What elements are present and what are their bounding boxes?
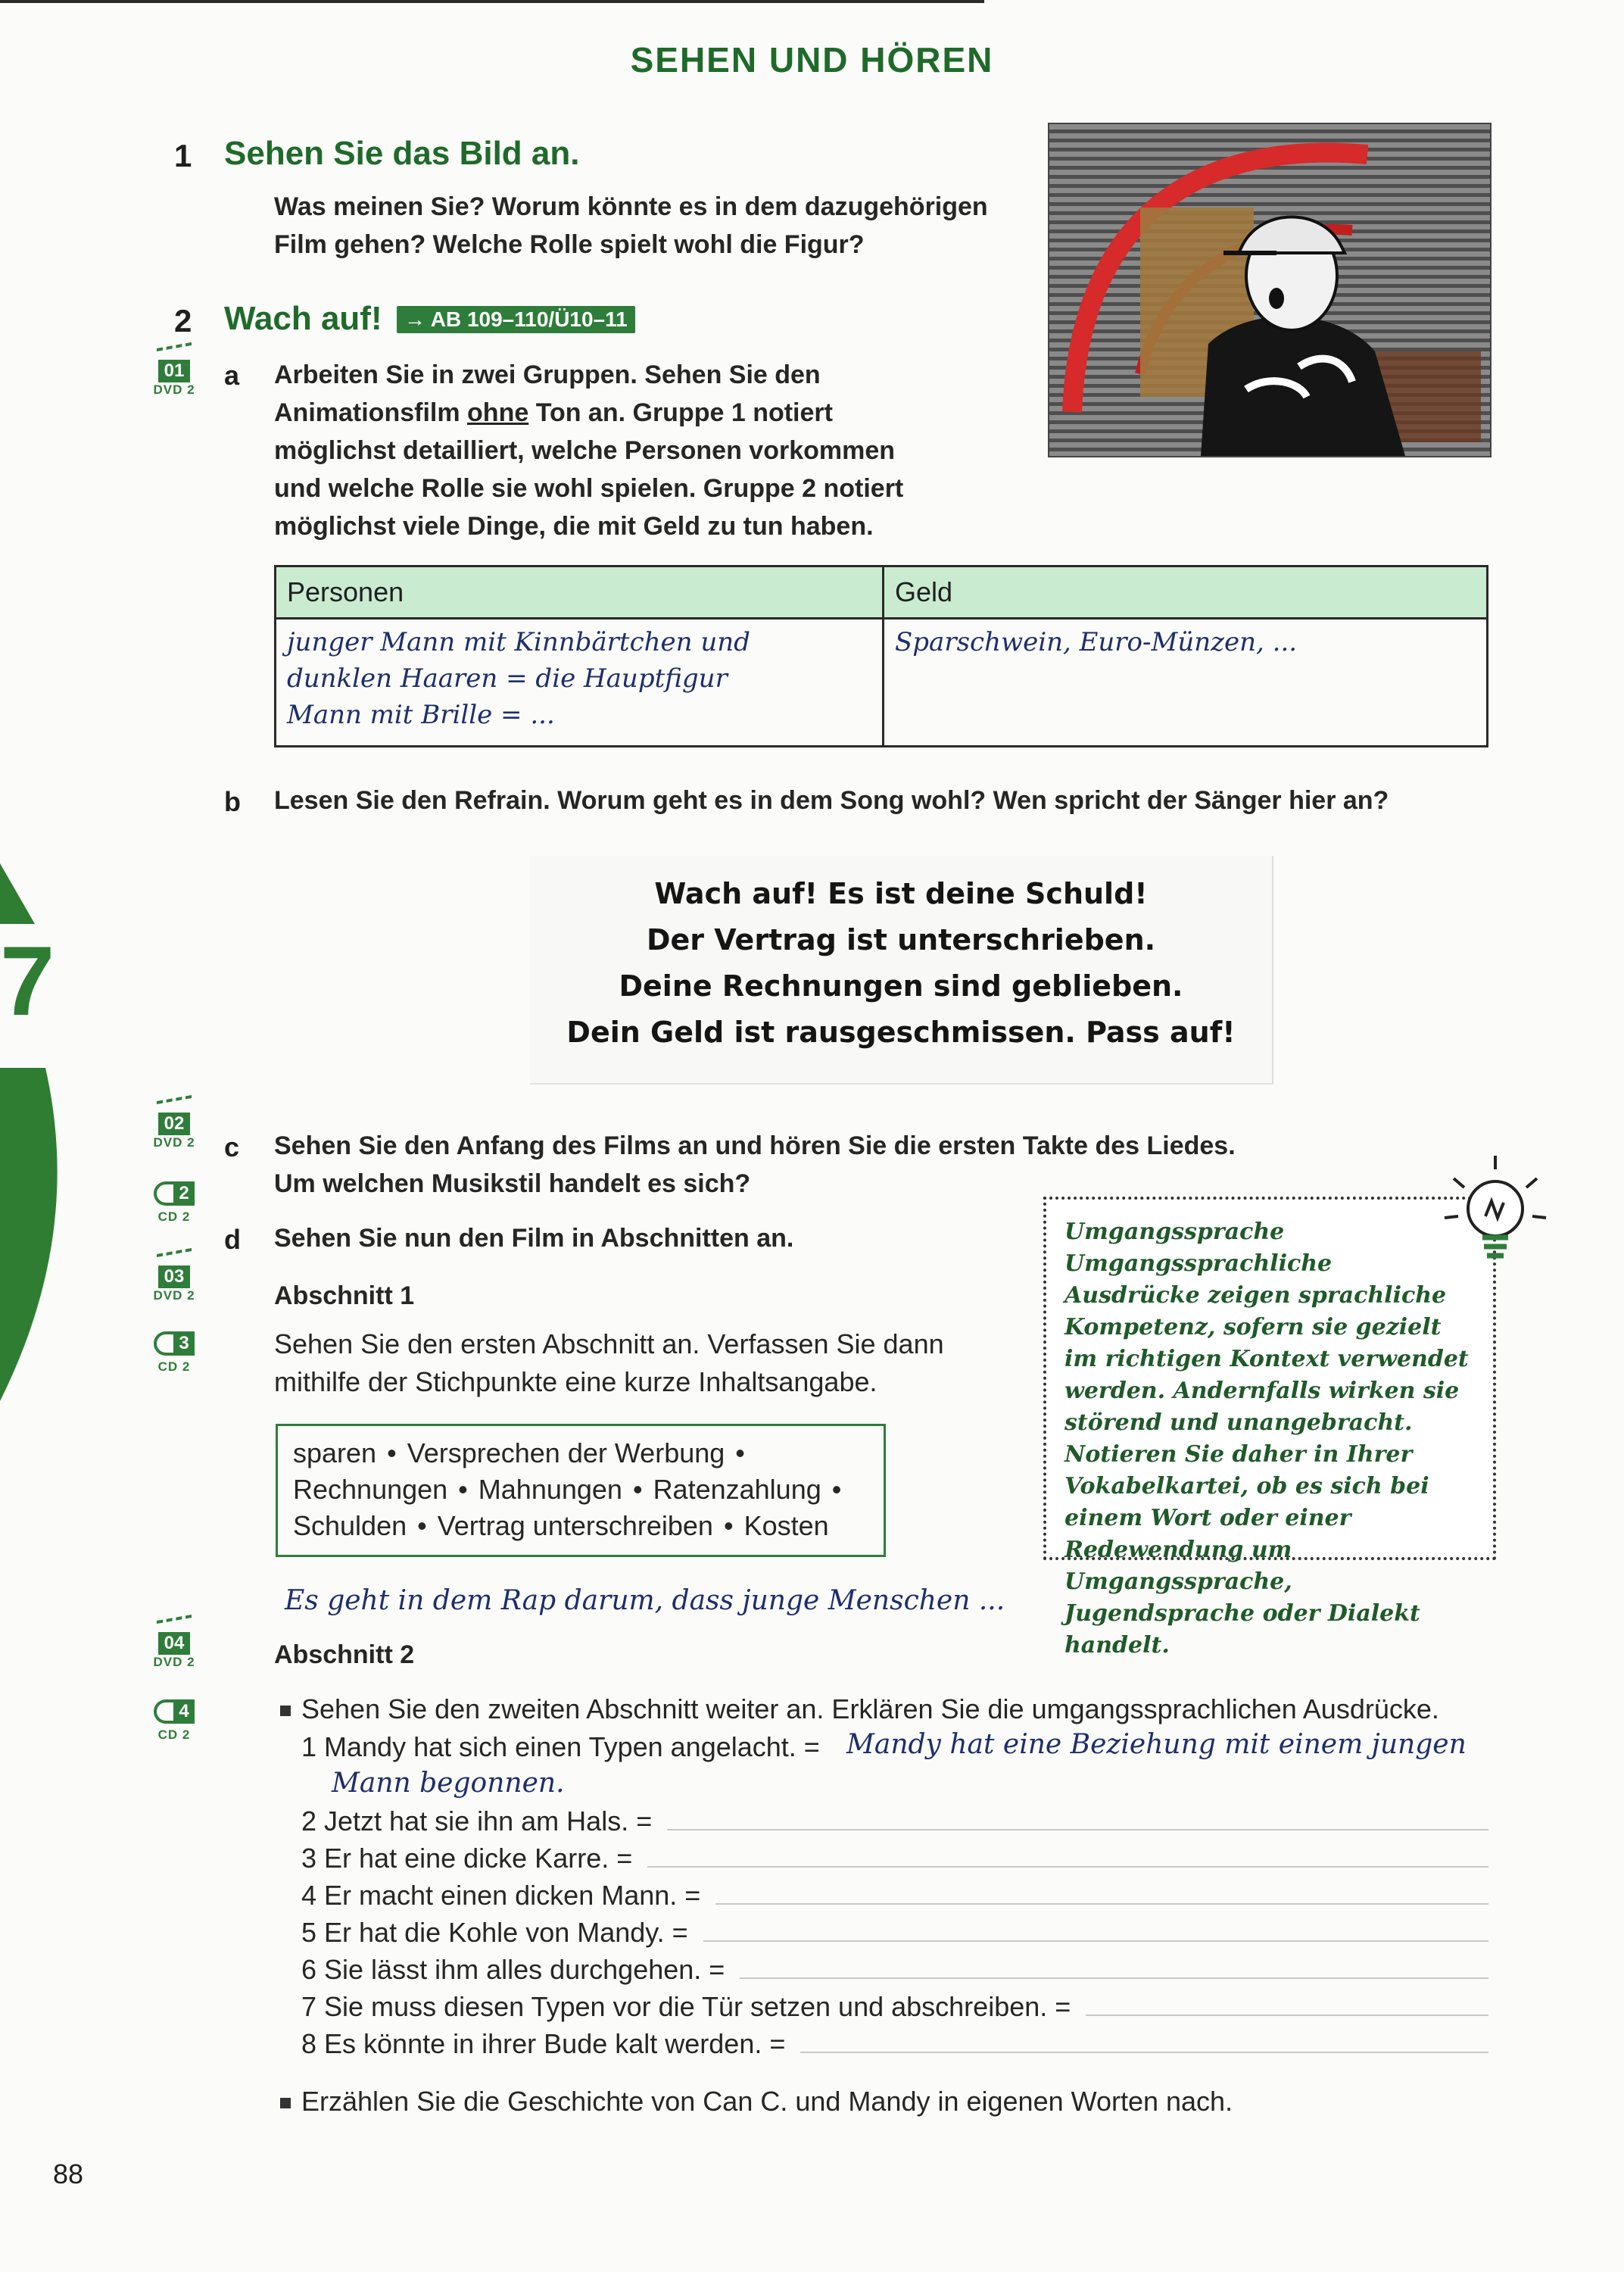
top-rule (0, 0, 984, 3)
cd-label: CD 2 (157, 1727, 191, 1742)
answer-line[interactable] (703, 1914, 1488, 1942)
film-still-drawing (1049, 124, 1490, 456)
abschnitt1-line: Sehen Sie den ersten Abschnitt an. Verfassen Sie dann (274, 1328, 944, 1359)
personen-geld-table (274, 565, 1488, 747)
handwriting-line: junger Mann mit Kinnbärtchen und (287, 627, 750, 657)
tip-body: Umgangssprachliche Ausdrücke zeigen sprachliche Kompetenz, sofern sie gezielt im richtigen Kontext verwendet werden. Andernfalls wirken sie störend und unangebracht. Notieren Sie daher in Ihrer Vokabelkartei, ob es sich bei einem Wort oder einer Redewendung um Umgangssprache, Jugendsprache oder Dialekt handelt. (1064, 1250, 1469, 1659)
dvd-icon (151, 1251, 197, 1303)
tip-box (1043, 1197, 1496, 1659)
table-header-personen: Personen (276, 566, 884, 619)
ex1-title: Sehen Sie das Bild an. (224, 135, 580, 172)
ex1-number: 1 (174, 138, 192, 173)
list-item: 5 Er hat die Kohle von Mandy. = (301, 1914, 1488, 1951)
list-item (301, 1765, 1488, 1802)
keyword: sparen (293, 1437, 377, 1468)
table-cell-personen[interactable] (276, 619, 884, 747)
abschnitt2-title: Abschnitt 2 (274, 1640, 415, 1669)
abschnitt1-line: mithilfe der Stichpunkte eine kurze Inhaltsangabe. (274, 1366, 877, 1397)
answer-line[interactable] (667, 1802, 1488, 1830)
dvd-label: DVD 2 (153, 1655, 195, 1669)
dvd-label: DVD 2 (153, 382, 195, 397)
ex2d-text: Sehen Sie nun den Film in Abschnitten an. (274, 1224, 794, 1253)
cd-track-number: 2 (173, 1181, 194, 1206)
list-item: 1 Mandy hat sich einen Typen angelacht. = Mandy hat eine Beziehung mit einem jungen (301, 1728, 1488, 1765)
tip-title: Umgangssprache (1064, 1219, 1285, 1245)
ex2a-line: Arbeiten Sie in zwei Gruppen. Sehen Sie den (274, 360, 821, 389)
bullet (280, 2098, 291, 2108)
abschnitt2-final-task: Erzählen Sie die Geschichte von Can C. und Mandy in eigenen Worten nach. (280, 2083, 1233, 2120)
page-title: SEHEN UND HÖREN (630, 40, 994, 80)
cd-label: CD 2 (157, 1209, 191, 1224)
cd-icon (151, 1181, 197, 1225)
keyword: Vertrag unterschreiben (437, 1510, 713, 1541)
lightbulb-icon (1439, 1148, 1552, 1284)
list-item: 2 Jetzt hat sie ihn am Hals. = (301, 1802, 1488, 1840)
chapter-number: 7 (0, 925, 55, 1036)
answer-line[interactable] (740, 1951, 1488, 1979)
dvd-track-number: 02 (158, 1113, 191, 1135)
cd-track-number: 4 (173, 1699, 194, 1724)
list-item: 3 Er hat eine dicke Karre. = (301, 1840, 1488, 1877)
list-item: 4 Er macht einen dicken Mann. = (301, 1877, 1488, 1914)
keyword: Schulden (293, 1510, 407, 1541)
page-number: 88 (53, 2158, 84, 2189)
ex2a-line: möglichst detailliert, welche Personen vorkommen (274, 436, 896, 465)
list-item: 7 Sie muss diesen Typen vor die Tür setzen und abschreiben. = (301, 1988, 1488, 2025)
ex2c-line: Sehen Sie den Anfang des Films an und hören Sie die ersten Takte des Liedes. (274, 1131, 1236, 1160)
dvd-icon (151, 1618, 197, 1670)
handwriting-line: dunklen Haaren = die Hauptfigur (287, 663, 728, 694)
ex2d-letter: d (224, 1224, 241, 1255)
dvd-icon (151, 1098, 197, 1150)
answer-line[interactable] (1086, 1988, 1488, 2016)
dvd-track-number: 03 (158, 1266, 191, 1288)
ex2-number: 2 (174, 303, 192, 339)
cd-label: CD 2 (157, 1359, 191, 1374)
refrain-line: Der Vertrag ist unterschrieben. (646, 923, 1156, 957)
answer-line[interactable] (715, 1877, 1488, 1905)
keyword: Mahnungen (478, 1474, 622, 1505)
handwriting-line: Sparschwein, Euro-Münzen, ... (895, 627, 1298, 657)
abschnitt1-answer-handwriting[interactable]: Es geht in dem Rap darum, dass junge Menschen ... (285, 1585, 1005, 1616)
dvd-label: DVD 2 (153, 1288, 195, 1303)
ex2a-line: und welche Rolle sie wohl spielen. Gruppe 2 notiert (274, 474, 904, 503)
expression-list (301, 1728, 1488, 2062)
item1-answer-handwriting[interactable]: Mandy hat eine Beziehung mit einem jungen (846, 1729, 1467, 1760)
ex1-line: Was meinen Sie? Worum könnte es in dem dazugehörigen (274, 192, 988, 221)
ex2-title: Wach auf! (224, 300, 382, 337)
abschnitt1-title: Abschnitt 1 (274, 1281, 415, 1310)
ex2a-letter: a (224, 360, 240, 391)
answer-line[interactable] (800, 2025, 1488, 2053)
ex2a-line: möglichst viele Dinge, die mit Geld zu tun haben. (274, 512, 874, 541)
ex2c-line: Um welchen Musikstil handelt es sich? (274, 1169, 751, 1198)
answer-line[interactable] (647, 1840, 1488, 1868)
cd-icon (151, 1699, 197, 1743)
refrain-card (530, 856, 1273, 1085)
dvd-label: DVD 2 (153, 1135, 195, 1150)
list-item: 8 Es könnte in ihrer Bude kalt werden. = (301, 2025, 1488, 2062)
ex2b-letter: b (224, 786, 241, 817)
item1-answer-handwriting-cont[interactable]: Mann begonnen. (332, 1768, 565, 1799)
refrain-line: Wach auf! Es ist deine Schuld! (654, 877, 1148, 910)
ex2c-letter: c (224, 1131, 240, 1163)
keyword: Ratenzahlung (653, 1474, 821, 1505)
abschnitt2-task: Sehen Sie den zweiten Abschnitt weiter an. Erklären Sie die umgangssprachlichen Ausdrücke. (280, 1690, 1439, 1727)
dvd-track-number: 04 (158, 1632, 191, 1655)
ex2b-text: Lesen Sie den Refrain. Worum geht es in dem Song wohl? Wen spricht der Sänger hier an? (274, 786, 1389, 815)
film-still-image (1048, 123, 1492, 457)
bullet (280, 1706, 291, 1716)
keyword: Kosten (743, 1510, 829, 1541)
cd-icon (151, 1331, 197, 1375)
ex2a-line: Animationsfilm ohne Ton an. Gruppe 1 notiert (274, 398, 833, 427)
keyword: Versprechen der Werbung (407, 1437, 725, 1468)
chapter-tab-half-circle (0, 1068, 58, 1401)
keyword-box (276, 1424, 886, 1557)
keyword-line: sparen • Versprechen der Werbung • (293, 1437, 745, 1468)
list-item: 6 Sie lässt ihm alles durchgehen. = (301, 1951, 1488, 1988)
table-header-geld: Geld (884, 566, 1488, 619)
keyword-line: Rechnungen • Mahnungen • Ratenzahlung • (293, 1474, 842, 1505)
chapter-tab-triangle (0, 863, 35, 924)
underlined-word: ohne (467, 398, 529, 427)
handwriting-line: Mann mit Brille = ... (287, 700, 555, 730)
workbook-reference-badge: → AB 109–110/Ü10–11 (397, 306, 635, 333)
ex1-line: Film gehen? Welche Rolle spielt wohl die Figur? (274, 230, 865, 259)
keyword-line: Schulden • Vertrag unterschreiben • Kosten (293, 1510, 829, 1541)
cd-track-number: 3 (173, 1331, 194, 1356)
refrain-line: Dein Geld ist rausgeschmissen. Pass auf! (566, 1016, 1236, 1049)
dvd-icon (151, 345, 197, 398)
table-cell-geld[interactable] (884, 619, 1488, 747)
refrain-line: Deine Rechnungen sind geblieben. (619, 969, 1183, 1003)
keyword: Rechnungen (293, 1474, 448, 1505)
dvd-track-number: 01 (158, 360, 191, 382)
